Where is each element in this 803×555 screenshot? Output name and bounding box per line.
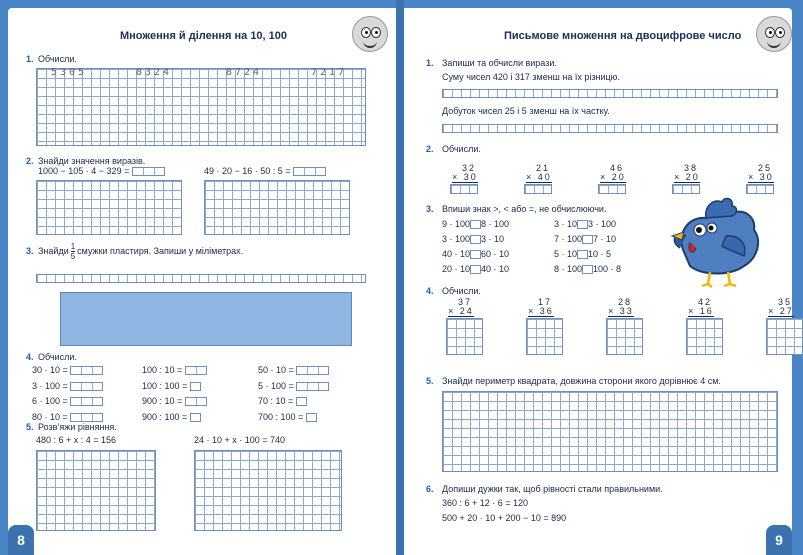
task-text: Впиши знак >, < або =, не обчислюючи. <box>442 204 607 214</box>
times-sign: × <box>608 306 616 316</box>
fraction: $\frac{1}{5}$ <box>70 242 76 261</box>
answer-grid[interactable] <box>36 450 156 531</box>
answer-grid[interactable] <box>672 184 700 194</box>
times-sign: × <box>768 306 776 316</box>
page-title: Письмове множення на двоцифрове число <box>504 30 742 42</box>
multiplicand: 38 <box>684 163 699 173</box>
task-number: 3. <box>26 246 34 256</box>
answer-grid[interactable] <box>36 68 366 146</box>
plaster-strip <box>60 292 352 346</box>
answer-grid[interactable] <box>194 450 342 531</box>
times-sign: × <box>600 172 608 182</box>
task-number: 4. <box>26 352 34 362</box>
task-number: 2. <box>26 156 34 166</box>
times-sign: × <box>528 306 536 316</box>
answer-grid[interactable] <box>442 391 778 472</box>
smiley-face-icon <box>756 16 792 52</box>
task-number: 6. <box>426 484 434 494</box>
expression-column: 50 · 10 = 5 · 100 = 70 : 10 = 700 : 100 = <box>258 363 329 425</box>
column-multiplication <box>748 164 774 183</box>
handwritten-number: 5305 <box>51 67 88 78</box>
multiplier: 36 <box>539 306 554 316</box>
compare-column: 3 · 10 3 · 100 7 · 100 7 · 10 5 · 10 10 · 5 8 · 100 100 · 8 <box>554 219 622 274</box>
multiplier: 20 <box>685 172 700 182</box>
task-text: Обчисли. <box>38 352 77 362</box>
column-multiplication <box>528 298 554 317</box>
equation: 24 · 10 + x · 100 = 740 <box>194 435 286 445</box>
page-title: Множення й ділення на 10, 100 <box>120 30 288 42</box>
task-number: 1. <box>426 58 434 68</box>
task-line: Добуток чисел 25 і 5 зменш на їх частку. <box>442 106 610 116</box>
smiley-face-icon <box>352 16 388 52</box>
answer-grid[interactable] <box>606 318 643 355</box>
answer-strip[interactable] <box>442 124 778 133</box>
answer-grid[interactable] <box>766 318 803 355</box>
multiplier: 16 <box>699 306 714 316</box>
hen-illustration <box>666 196 770 288</box>
answer-grid[interactable] <box>204 180 350 235</box>
answer-strip[interactable] <box>442 89 778 98</box>
multiplicand: 28 <box>618 297 633 307</box>
multiplier: 30 <box>759 172 774 182</box>
task-text: Розв’яжи рівняння. <box>38 422 117 432</box>
multiplier: 24 <box>459 306 474 316</box>
task-line: Суму чисел 420 і 317 зменш на їх різницю. <box>442 72 620 82</box>
handwritten-number: 8724 <box>226 67 263 78</box>
column-multiplication <box>768 298 794 317</box>
equation: 500 + 20 · 10 + 200 − 10 = 890 <box>442 513 567 523</box>
task-text: Допиши дужки так, щоб рівності стали правильними. <box>442 484 663 494</box>
multiplicand: 21 <box>536 163 551 173</box>
handwritten-number: 8324 <box>136 67 173 78</box>
task-number: 1. <box>26 54 34 64</box>
right-page <box>404 8 792 555</box>
answer-grid[interactable] <box>446 318 483 355</box>
multiplier: 20 <box>611 172 626 182</box>
multiplier: 30 <box>463 172 478 182</box>
equation: 480 : 6 + x : 4 = 156 <box>36 435 117 445</box>
task-number: 5. <box>426 376 434 386</box>
left-page <box>8 8 396 555</box>
multiplier: 27 <box>779 306 794 316</box>
book-spine <box>396 0 404 555</box>
task-text: Обчисли. <box>442 144 481 154</box>
task-text: Знайди периметр квадрата, довжина сторони якого дорівнює 4 см. <box>442 376 721 386</box>
task-text: Обчисли. <box>38 54 77 64</box>
task-text: Обчисли. <box>442 286 481 296</box>
answer-grid[interactable] <box>36 180 182 235</box>
multiplicand: 25 <box>758 163 773 173</box>
answer-grid[interactable] <box>598 184 626 194</box>
task-text: Запиши та обчисли вирази. <box>442 58 557 68</box>
task-text: Знайди $\frac{1}{5}$ смужки пластиря. Запиши у міліметрах. <box>38 242 244 261</box>
column-multiplication <box>688 298 714 317</box>
times-sign: × <box>748 172 756 182</box>
multiplier: 33 <box>619 306 634 316</box>
task-number: 5. <box>26 422 34 432</box>
compare-column: 9 · 100 8 · 100 3 · 100 3 · 10 40 · 10 60 · 10 20 · 10 40 · 10 <box>442 219 510 274</box>
multiplicand: 35 <box>778 297 793 307</box>
column-multiplication <box>608 298 634 317</box>
task-number: 4. <box>426 286 434 296</box>
page-number: 8 <box>8 525 34 555</box>
task-number: 3. <box>426 204 434 214</box>
times-sign: × <box>452 172 460 182</box>
multiplicand: 42 <box>698 297 713 307</box>
handwritten-number: 7217 <box>311 67 348 78</box>
multiplicand: 32 <box>462 163 477 173</box>
expression-column: 30 · 10 = 3 · 100 = 6 · 100 = 80 · 10 = <box>32 363 103 425</box>
answer-grid[interactable] <box>524 184 552 194</box>
column-multiplication <box>452 164 478 183</box>
page-number: 9 <box>766 525 792 555</box>
task-text: Знайди значення виразів. <box>38 156 146 166</box>
expression: 1000 − 105 · 4 − 329 = <box>38 166 165 176</box>
expression-column: 100 : 10 = 100 : 100 = 900 : 10 = 900 : 100 = <box>142 363 207 425</box>
measure-strip <box>36 274 366 283</box>
times-sign: × <box>448 306 456 316</box>
answer-grid[interactable] <box>450 184 478 194</box>
multiplicand: 37 <box>458 297 473 307</box>
equation: 360 : 6 + 12 · 6 = 120 <box>442 498 529 508</box>
expression: 49 · 20 − 16 · 50 : 5 = <box>204 166 326 176</box>
column-multiplication <box>448 298 474 317</box>
times-sign: × <box>674 172 682 182</box>
times-sign: × <box>526 172 534 182</box>
column-multiplication <box>674 164 700 183</box>
answer-grid[interactable] <box>526 318 563 355</box>
multiplicand: 17 <box>538 297 553 307</box>
answer-grid[interactable] <box>746 184 774 194</box>
multiplicand: 46 <box>610 163 625 173</box>
column-multiplication <box>526 164 552 183</box>
times-sign: × <box>688 306 696 316</box>
column-multiplication <box>600 164 626 183</box>
multiplier: 40 <box>537 172 552 182</box>
answer-grid[interactable] <box>686 318 723 355</box>
task-number: 2. <box>426 144 434 154</box>
